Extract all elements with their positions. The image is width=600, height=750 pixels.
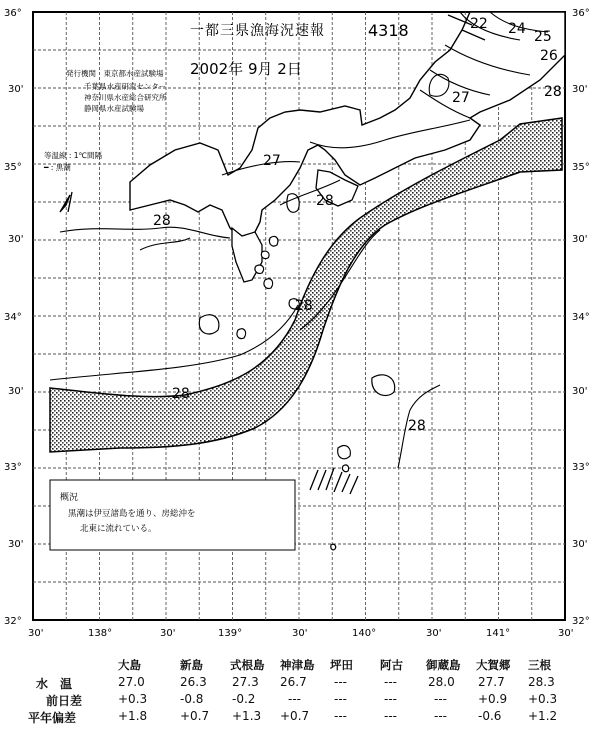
cell-value: +0.7 [280,709,310,723]
lon-label: 139° [218,628,243,639]
remarks-text: 黒潮は伊豆諸島を通り、房総沖を [68,509,196,519]
isotherm-label: 28 [316,193,334,209]
isotherm-label: 22 [470,16,488,32]
lon-label: 30' [28,628,44,639]
cell-value: 28.0 [428,675,455,689]
cell-value: 26.7 [280,675,307,689]
cell-value: -0.6 [478,709,502,723]
cell-value: --- [384,709,397,723]
remarks-text: 北東に流れている。 [80,524,157,534]
lat-label: 35° [4,162,22,173]
lon-label: 30' [426,628,442,639]
credit-line: 神奈川県水産総合研究所 [84,93,167,102]
cell-value: -0.8 [180,692,204,706]
longitude-labels [28,628,573,639]
lat-label: 33° [4,462,22,473]
cell-value: 27.7 [478,675,505,689]
issue-number: 4318 [368,21,409,40]
cell-value: --- [384,675,397,689]
lat-label: 30' [8,539,24,550]
lon-label: 140° [352,628,377,639]
credit-line: 千葉県水産研究センター [84,82,167,91]
lat-label: 30' [8,234,24,245]
lat-label: 30' [572,386,588,397]
cell-value: --- [288,692,301,706]
station-name: 阿古 [380,658,403,672]
station-name: 三根 [528,658,551,672]
lon-label: 141° [486,628,511,639]
station-name: 坪田 [330,658,353,672]
cell-value: --- [334,692,347,706]
row-label-water-temp: 水 温 [36,677,73,691]
isotherm-label: 28 [544,84,562,100]
cell-value: +0.3 [528,692,558,706]
credit-line: 静岡県水産試験場 [84,104,144,113]
land-izu-peninsula [232,228,262,282]
latitude-labels-left [4,8,23,627]
cell-value: --- [384,692,397,706]
lon-label: 138° [88,628,113,639]
cell-value: --- [434,709,447,723]
lat-label: 34° [572,312,590,323]
isotherm-label: 26 [540,48,558,64]
lat-label: 32° [4,616,22,627]
cell-value: 27.0 [118,675,145,689]
isotherm-label: 27 [263,153,281,169]
isotherm-label: 28 [172,386,190,402]
legend-kuroshio: ━ : 黒潮 [44,163,71,172]
lon-label: 30' [160,628,176,639]
lon-label: 30' [558,628,574,639]
cell-value: 26.3 [180,675,207,689]
cell-value: 27.3 [232,675,259,689]
station-name: 新島 [180,658,203,672]
cell-value: +1.3 [232,709,262,723]
lat-label: 35° [572,162,590,173]
cell-value: +0.9 [478,692,508,706]
station-name: 神津島 [280,658,315,672]
latitude-labels-right [572,8,590,627]
row-label-day-diff: 前日差 [46,694,83,708]
land-honshu [130,12,565,238]
lat-label: 36° [4,8,22,19]
lat-label: 30' [8,84,24,95]
row-label-normal-dev: 平年偏差 [28,711,77,725]
station-name: 御蔵島 [426,658,461,672]
kuroshio-current-band [50,118,562,452]
station-name: 大島 [118,658,141,672]
cell-value: --- [334,709,347,723]
isotherm-label: 28 [153,213,171,229]
isotherm-label: 28 [295,298,313,314]
cell-value: +0.3 [118,692,148,706]
cell-value: -0.2 [232,692,256,706]
cell-value: 28.3 [528,675,555,689]
lat-label: 30' [572,84,588,95]
cell-value: +1.8 [118,709,148,723]
credits [66,68,167,113]
isotherm-label: 28 [408,418,426,434]
cell-value: +1.2 [528,709,558,723]
cell-value: +0.7 [180,709,210,723]
isotherm-label: 24 [508,21,526,37]
station-name: 式根島 [230,658,265,672]
station-name: 大賀郷 [476,658,511,672]
isotherm-label: 27 [452,90,470,106]
isotherm-label: 25 [534,29,552,45]
remarks-label: 概況 [60,493,79,503]
credit-line: 発行機関 東京都水産試験場 [66,69,164,78]
lat-label: 36° [572,8,590,19]
legend-isotherm: 等温線 : 1℃間隔 [44,151,102,160]
lat-label: 30' [572,234,588,245]
cell-value: --- [334,675,347,689]
lat-label: 30' [8,386,24,397]
station-temperature-table [0,655,600,750]
lon-label: 30' [292,628,308,639]
map-legend [43,150,102,172]
lat-label: 33° [572,462,590,473]
map-title: 一都三県漁海況速報 [190,23,325,39]
lat-label: 34° [4,312,22,323]
issue-date: 2002年 9月 2日 [190,60,302,78]
cell-value: --- [434,692,447,706]
lat-label: 30' [572,539,588,550]
lat-label: 32° [572,616,590,627]
